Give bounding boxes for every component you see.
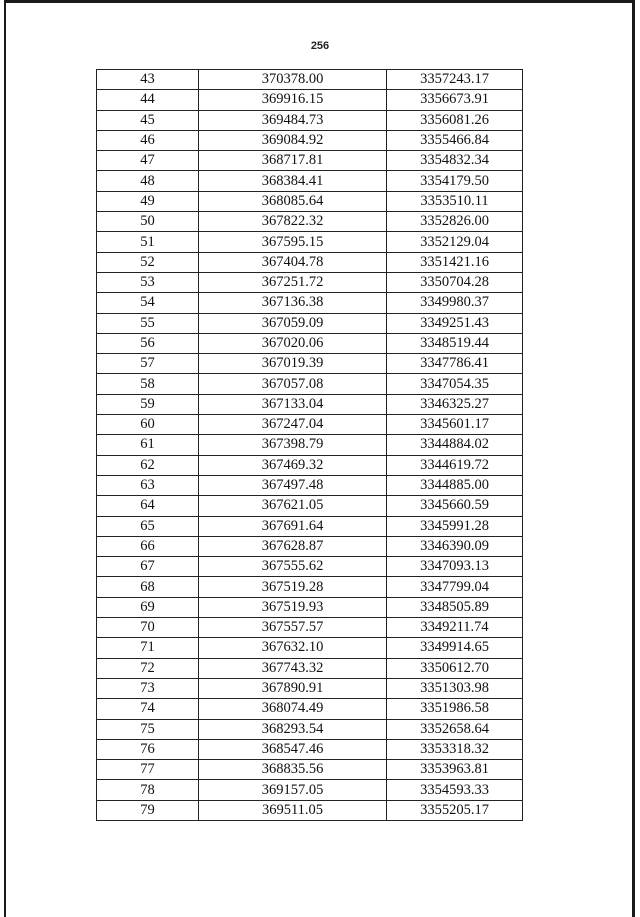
x-coordinate-cell: 367595.15: [199, 232, 387, 252]
y-coordinate-cell: 3344884.02: [387, 435, 523, 455]
point-number-cell: 79: [97, 800, 199, 820]
x-coordinate-cell: 367628.87: [199, 536, 387, 556]
point-number-cell: 56: [97, 333, 199, 353]
y-coordinate-cell: 3347054.35: [387, 374, 523, 394]
table-row: [97, 435, 523, 455]
table-row: [97, 415, 523, 435]
x-coordinate-cell: 369157.05: [199, 780, 387, 800]
y-coordinate-cell: 3355205.17: [387, 800, 523, 820]
table-row: [97, 130, 523, 150]
point-number-cell: 46: [97, 130, 199, 150]
point-number-cell: 52: [97, 252, 199, 272]
x-coordinate-cell: 368384.41: [199, 171, 387, 191]
point-number-cell: 77: [97, 760, 199, 780]
table-row: [97, 800, 523, 820]
point-number-cell: 74: [97, 699, 199, 719]
table-row: [97, 191, 523, 211]
x-coordinate-cell: 367621.05: [199, 496, 387, 516]
table-row: [97, 760, 523, 780]
table-row: [97, 475, 523, 495]
x-coordinate-cell: 367136.38: [199, 293, 387, 313]
x-coordinate-cell: 367555.62: [199, 557, 387, 577]
point-number-cell: 54: [97, 293, 199, 313]
point-number-cell: 57: [97, 354, 199, 374]
y-coordinate-cell: 3345601.17: [387, 415, 523, 435]
table-row: [97, 455, 523, 475]
x-coordinate-cell: 368717.81: [199, 151, 387, 171]
y-coordinate-cell: 3350612.70: [387, 658, 523, 678]
point-number-cell: 64: [97, 496, 199, 516]
x-coordinate-cell: 367057.08: [199, 374, 387, 394]
y-coordinate-cell: 3348505.89: [387, 597, 523, 617]
table-row: [97, 496, 523, 516]
y-coordinate-cell: 3352658.64: [387, 719, 523, 739]
x-coordinate-cell: 367133.04: [199, 394, 387, 414]
x-coordinate-cell: 367497.48: [199, 475, 387, 495]
page-number: 256: [310, 40, 330, 52]
point-number-cell: 66: [97, 536, 199, 556]
point-number-cell: 43: [97, 70, 199, 90]
y-coordinate-cell: 3349251.43: [387, 313, 523, 333]
table-row: [97, 638, 523, 658]
x-coordinate-cell: 367519.28: [199, 577, 387, 597]
point-number-cell: 55: [97, 313, 199, 333]
table-row: [97, 577, 523, 597]
point-number-cell: 73: [97, 678, 199, 698]
y-coordinate-cell: 3354593.33: [387, 780, 523, 800]
table-row: [97, 557, 523, 577]
point-number-cell: 61: [97, 435, 199, 455]
y-coordinate-cell: 3352826.00: [387, 212, 523, 232]
y-coordinate-cell: 3346390.09: [387, 536, 523, 556]
point-number-cell: 58: [97, 374, 199, 394]
x-coordinate-cell: 368835.56: [199, 760, 387, 780]
table-row: [97, 394, 523, 414]
page-border-right: [632, 0, 635, 917]
y-coordinate-cell: 3352129.04: [387, 232, 523, 252]
table-row: [97, 70, 523, 90]
y-coordinate-cell: 3345660.59: [387, 496, 523, 516]
x-coordinate-cell: 369916.15: [199, 90, 387, 110]
x-coordinate-cell: 367890.91: [199, 678, 387, 698]
x-coordinate-cell: 368547.46: [199, 739, 387, 759]
x-coordinate-cell: 370378.00: [199, 70, 387, 90]
y-coordinate-cell: 3351986.58: [387, 699, 523, 719]
point-number-cell: 51: [97, 232, 199, 252]
point-number-cell: 72: [97, 658, 199, 678]
table-row: [97, 374, 523, 394]
table-row: [97, 516, 523, 536]
x-coordinate-cell: 367059.09: [199, 313, 387, 333]
table-row: [97, 536, 523, 556]
point-number-cell: 71: [97, 638, 199, 658]
point-number-cell: 69: [97, 597, 199, 617]
table-row: [97, 739, 523, 759]
coordinates-table: [96, 69, 523, 821]
x-coordinate-cell: 367822.32: [199, 212, 387, 232]
x-coordinate-cell: 367404.78: [199, 252, 387, 272]
table-row: [97, 171, 523, 191]
table-row: [97, 333, 523, 353]
point-number-cell: 59: [97, 394, 199, 414]
table-row: [97, 618, 523, 638]
point-number-cell: 49: [97, 191, 199, 211]
y-coordinate-cell: 3349914.65: [387, 638, 523, 658]
y-coordinate-cell: 3351303.98: [387, 678, 523, 698]
point-number-cell: 48: [97, 171, 199, 191]
x-coordinate-cell: 368074.49: [199, 699, 387, 719]
coordinates-table-body: [97, 70, 523, 821]
table-row: [97, 272, 523, 292]
y-coordinate-cell: 3356081.26: [387, 110, 523, 130]
point-number-cell: 50: [97, 212, 199, 232]
y-coordinate-cell: 3349211.74: [387, 618, 523, 638]
y-coordinate-cell: 3347093.13: [387, 557, 523, 577]
x-coordinate-cell: 367251.72: [199, 272, 387, 292]
point-number-cell: 67: [97, 557, 199, 577]
x-coordinate-cell: 367632.10: [199, 638, 387, 658]
point-number-cell: 78: [97, 780, 199, 800]
x-coordinate-cell: 368085.64: [199, 191, 387, 211]
point-number-cell: 70: [97, 618, 199, 638]
y-coordinate-cell: 3347786.41: [387, 354, 523, 374]
point-number-cell: 68: [97, 577, 199, 597]
table-row: [97, 699, 523, 719]
y-coordinate-cell: 3353963.81: [387, 760, 523, 780]
x-coordinate-cell: 367743.32: [199, 658, 387, 678]
table-row: [97, 110, 523, 130]
point-number-cell: 44: [97, 90, 199, 110]
point-number-cell: 47: [97, 151, 199, 171]
x-coordinate-cell: 367019.39: [199, 354, 387, 374]
point-number-cell: 45: [97, 110, 199, 130]
table-row: [97, 597, 523, 617]
y-coordinate-cell: 3353510.11: [387, 191, 523, 211]
y-coordinate-cell: 3344885.00: [387, 475, 523, 495]
x-coordinate-cell: 369084.92: [199, 130, 387, 150]
y-coordinate-cell: 3351421.16: [387, 252, 523, 272]
x-coordinate-cell: 367398.79: [199, 435, 387, 455]
point-number-cell: 76: [97, 739, 199, 759]
table-row: [97, 293, 523, 313]
table-row: [97, 252, 523, 272]
y-coordinate-cell: 3344619.72: [387, 455, 523, 475]
x-coordinate-cell: 367519.93: [199, 597, 387, 617]
table-row: [97, 780, 523, 800]
page-border-top: [4, 0, 634, 3]
point-number-cell: 60: [97, 415, 199, 435]
y-coordinate-cell: 3353318.32: [387, 739, 523, 759]
y-coordinate-cell: 3357243.17: [387, 70, 523, 90]
table-row: [97, 151, 523, 171]
y-coordinate-cell: 3349980.37: [387, 293, 523, 313]
y-coordinate-cell: 3345991.28: [387, 516, 523, 536]
y-coordinate-cell: 3356673.91: [387, 90, 523, 110]
x-coordinate-cell: 369484.73: [199, 110, 387, 130]
table-row: [97, 719, 523, 739]
y-coordinate-cell: 3355466.84: [387, 130, 523, 150]
point-number-cell: 75: [97, 719, 199, 739]
table-row: [97, 232, 523, 252]
x-coordinate-cell: 367247.04: [199, 415, 387, 435]
y-coordinate-cell: 3354832.34: [387, 151, 523, 171]
y-coordinate-cell: 3354179.50: [387, 171, 523, 191]
table-row: [97, 313, 523, 333]
y-coordinate-cell: 3346325.27: [387, 394, 523, 414]
x-coordinate-cell: 368293.54: [199, 719, 387, 739]
x-coordinate-cell: 367469.32: [199, 455, 387, 475]
table-row: [97, 658, 523, 678]
table-row: [97, 212, 523, 232]
y-coordinate-cell: 3347799.04: [387, 577, 523, 597]
point-number-cell: 63: [97, 475, 199, 495]
y-coordinate-cell: 3350704.28: [387, 272, 523, 292]
table-row: [97, 90, 523, 110]
point-number-cell: 62: [97, 455, 199, 475]
x-coordinate-cell: 367691.64: [199, 516, 387, 536]
x-coordinate-cell: 367020.06: [199, 333, 387, 353]
table-row: [97, 354, 523, 374]
table-row: [97, 678, 523, 698]
x-coordinate-cell: 367557.57: [199, 618, 387, 638]
x-coordinate-cell: 369511.05: [199, 800, 387, 820]
y-coordinate-cell: 3348519.44: [387, 333, 523, 353]
page-border-left: [4, 0, 6, 917]
point-number-cell: 53: [97, 272, 199, 292]
point-number-cell: 65: [97, 516, 199, 536]
